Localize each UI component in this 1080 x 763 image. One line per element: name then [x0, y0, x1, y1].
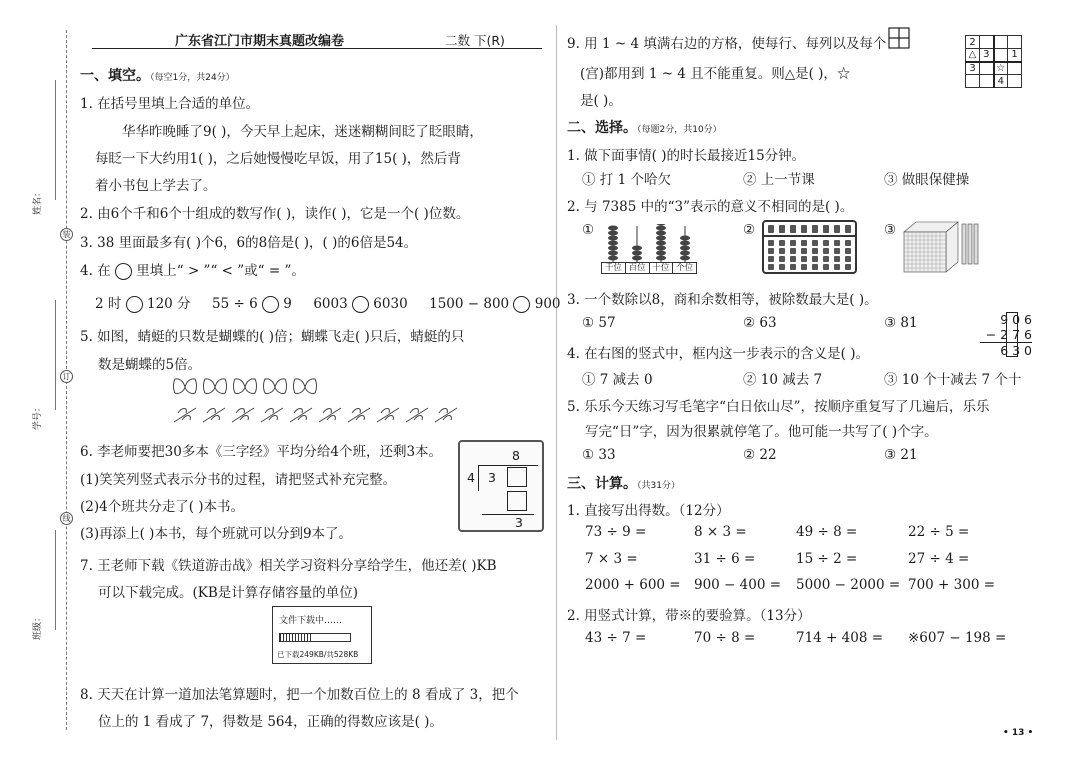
k1-r2c0: 2000 + 600 = [585, 577, 681, 593]
grid-icon [888, 27, 910, 49]
butterfly-icon [264, 379, 287, 394]
column-divider [556, 25, 557, 740]
q6-sub1: (1)笑笑列竖式表示分书的过程，请把竖式补充完整。 [80, 472, 397, 488]
butterfly-icon [234, 379, 257, 394]
q6-sub3: (3)再添上( )本书，每个班就可以分到9本了。 [80, 526, 353, 542]
download-title: 文件下载中…… [279, 616, 343, 626]
download-box [272, 606, 372, 664]
base-ten-blocks-icon [902, 218, 982, 274]
butterfly-icon [174, 379, 197, 394]
class-label: 班级： [33, 612, 43, 640]
dragonfly-icon [435, 408, 457, 422]
dragonfly-icon [348, 408, 370, 422]
dragonfly-icon [203, 408, 225, 422]
abacus-rods [601, 224, 697, 262]
section1-title: 一、填空。（每空1分，共24分） [80, 68, 235, 84]
compare-circle-2[interactable] [262, 296, 279, 313]
k1-r1c0: 7 × 3 = [585, 551, 638, 567]
q5-line1: 5. 如图，蜻蜓的只数是蝴蝶的( )倍；蝴蝶飞走( )只后，蜻蜓的只 [80, 329, 465, 345]
c1-option2[interactable]: ② 上一节课 [743, 172, 815, 188]
k1-r2c2: 5000 − 2000 = [796, 577, 901, 593]
abacus-base: 千位 百位 十位 个位 [601, 262, 697, 274]
id-label: 学号： [33, 402, 43, 430]
dragonfly-icon [261, 408, 283, 422]
k1-r2c1: 900 − 400 = [694, 577, 782, 593]
q6-sub2: (2)4个班共分走了( )本书。 [80, 499, 245, 515]
c4-option1[interactable]: ① 7 减去 0 [582, 372, 653, 388]
id-blank [55, 300, 56, 410]
dragonfly-icon [174, 408, 196, 422]
division-board [458, 440, 544, 532]
q9-line1: 9. 用 1 ~ 4 填满右边的方格，使每行、每列以及每个 [567, 36, 887, 52]
exam-title: 广东省江门市期末真题改编卷 [175, 34, 345, 49]
c1-option1[interactable]: ① 打 1 个哈欠 [582, 172, 671, 188]
k1-r0c1: 8 × 3 = [694, 524, 747, 540]
dragonfly-icon [290, 408, 312, 422]
q5-line2: 数是蝴蝶的5倍。 [98, 357, 202, 373]
c2-option2[interactable]: ② [743, 222, 756, 238]
k1-title: 1. 直接写出得数。（12分） [567, 503, 730, 519]
k2-item2: 70 ÷ 8 = [694, 630, 756, 646]
q1-line2: 每眨一下大约用1( )，之后她慢慢吃早饭，用了15( )，然后背 [95, 151, 461, 167]
page-number: • 13 • [1003, 728, 1034, 738]
q7-line1: 7. 王老师下载《铁道游击战》相关学习资料分享给学生，他还差( )KB [80, 558, 497, 574]
c3-option3[interactable]: ③ 81 [884, 315, 918, 331]
grade-label: 二数 下(R) [445, 33, 505, 48]
board-blank-box-2[interactable] [507, 491, 527, 511]
download-progress-fill [280, 634, 313, 641]
c4-option3[interactable]: ③ 10 个十减去 7 个十 [884, 372, 1022, 388]
c2-option3[interactable]: ③ [884, 222, 897, 238]
sudoku-grid: 2 △ 3 1 3 ☆ 4 [965, 35, 1022, 88]
dragonfly-icon [232, 408, 254, 422]
c5-line2: 写完“日”字，因为很累就停笔了。他可能一共写了( )个字。 [585, 424, 938, 440]
name-blank [55, 80, 56, 200]
c4-option2[interactable]: ② 10 减去 7 [743, 372, 823, 388]
q9-line2: (宫)都用到 1 ~ 4 且不能重复。则△是( )，☆ [580, 66, 851, 82]
c3-option1[interactable]: ① 57 [582, 315, 616, 331]
compare-circle-3[interactable] [352, 296, 369, 313]
c5-line1: 5. 乐乐今天练习写毛笔字“白日依山尽”，按顺序重复写了几遍后，乐乐 [567, 399, 990, 415]
k2-item1: 43 ÷ 7 = [585, 630, 647, 646]
q2: 2. 由6个千和6个十组成的数写作( )，读作( )，它是一个( )位数。 [80, 206, 470, 222]
vertical-subtraction [980, 312, 1032, 358]
q4-items: 2 时 120 分 55 ÷ 6 9 6003 6030 1500 − 800 900 [95, 296, 561, 312]
board-bracket-side [478, 465, 479, 491]
q8-line1: 8. 天天在计算一道加法笔算题时，把一个加数百位上的 8 看成了 3，把个 [80, 687, 519, 703]
vert-row1: 9 0 6 [1000, 312, 1032, 327]
q7-line2: 可以下载完成。(KB是计算存储容量的单位) [98, 585, 359, 601]
vert-row2: − 2 7 6 [980, 327, 1032, 343]
k1-r1c3: 27 ÷ 4 = [908, 551, 970, 567]
k2-item4: ※607 − 198 = [908, 630, 1007, 646]
board-dividend-digit: 3 [488, 470, 496, 485]
c1-option3[interactable]: ③ 做眼保健操 [884, 172, 970, 188]
k2-item3: 714 + 408 = [796, 630, 884, 646]
class-blank [55, 530, 56, 630]
seal-mark-1: 装 [60, 228, 73, 241]
q4-prompt: 4. 在 里填上“ > ”“ < ”或“ = ”。 [80, 263, 305, 279]
q1-line1: 华华昨晚睡了9( )，今天早上起床，迷迷糊糊间眨了眨眼睛， [122, 124, 483, 140]
vert-highlight-box [1006, 312, 1018, 357]
seal-mark-2: 订 [60, 370, 73, 383]
board-blank-box-1[interactable] [507, 467, 527, 487]
compare-circle-example [115, 263, 132, 280]
c1-question: 1. 做下面事情( )的时长最接近15分钟。 [567, 148, 806, 164]
q3: 3. 38 里面最多有( )个6，6的8倍是( )，( )的6倍是54。 [80, 235, 418, 251]
binding-strip [0, 0, 80, 763]
board-divisor: 4 [467, 470, 475, 485]
c3-option2[interactable]: ② 63 [743, 315, 777, 331]
seal-mark-3: 线 [60, 512, 73, 525]
c5-option2[interactable]: ② 22 [743, 447, 777, 463]
k1-r0c3: 22 ÷ 5 = [908, 524, 970, 540]
k2-title: 2. 用竖式计算，带※的要验算。（13分） [567, 608, 811, 624]
board-bracket-top [478, 465, 538, 466]
download-status: 已下载249KB/共528KB [277, 650, 359, 659]
q6-line0: 6. 李老师要把30多本《三字经》平均分给4个班，还剩3本。 [80, 444, 443, 460]
k1-r1c2: 15 ÷ 2 = [796, 551, 858, 567]
c5-option1[interactable]: ① 33 [582, 447, 616, 463]
abacus-icon [601, 224, 697, 274]
board-quotient: 8 [512, 448, 520, 463]
board-remainder: 3 [515, 515, 523, 530]
k1-r1c1: 31 ÷ 6 = [694, 551, 756, 567]
butterfly-icon [294, 379, 317, 394]
board-rule [482, 514, 534, 515]
c4-question: 4. 在右图的竖式中，框内这一步表示的含义是( )。 [567, 346, 869, 362]
butterfly-icon [204, 379, 227, 394]
section3-title: 三、计算。（共31分） [567, 476, 680, 492]
compare-circle-4[interactable] [513, 296, 530, 313]
c5-option3[interactable]: ③ 21 [884, 447, 918, 463]
k1-r2c3: 700 + 300 = [908, 577, 996, 593]
header-rule [92, 48, 542, 49]
c3-question: 3. 一个数除以8，商和余数相等，被除数最大是( )。 [567, 292, 878, 308]
dragonfly-icon [377, 408, 399, 422]
download-progress-track [279, 633, 351, 642]
compare-circle-1[interactable] [126, 296, 143, 313]
q9-line3: 是( )。 [580, 93, 622, 109]
q1-line0: 1. 在括号里填上合适的单位。 [80, 96, 260, 112]
butterfly-row [172, 376, 322, 398]
q1-line3: 着小书包上学去了。 [95, 178, 217, 194]
dragonfly-icon [319, 408, 341, 422]
dragonfly-row [172, 404, 467, 426]
name-label: 姓名： [33, 187, 43, 215]
k1-r0c0: 73 ÷ 9 = [585, 524, 647, 540]
c2-option1[interactable]: ① [582, 222, 595, 238]
q8-line2: 位上的 1 看成了 7，得数是 564，正确的得数应该是( )。 [98, 714, 443, 730]
dragonfly-icon [406, 408, 428, 422]
vert-row3: 6 3 0 [1000, 343, 1032, 358]
c2-question: 2. 与 7385 中的“3”表示的意义不相同的是( )。 [567, 199, 854, 215]
soroban-icon [762, 220, 857, 274]
k1-r0c2: 49 ÷ 8 = [796, 524, 858, 540]
section2-title: 二、选择。（每题2分，共10分） [567, 120, 722, 136]
